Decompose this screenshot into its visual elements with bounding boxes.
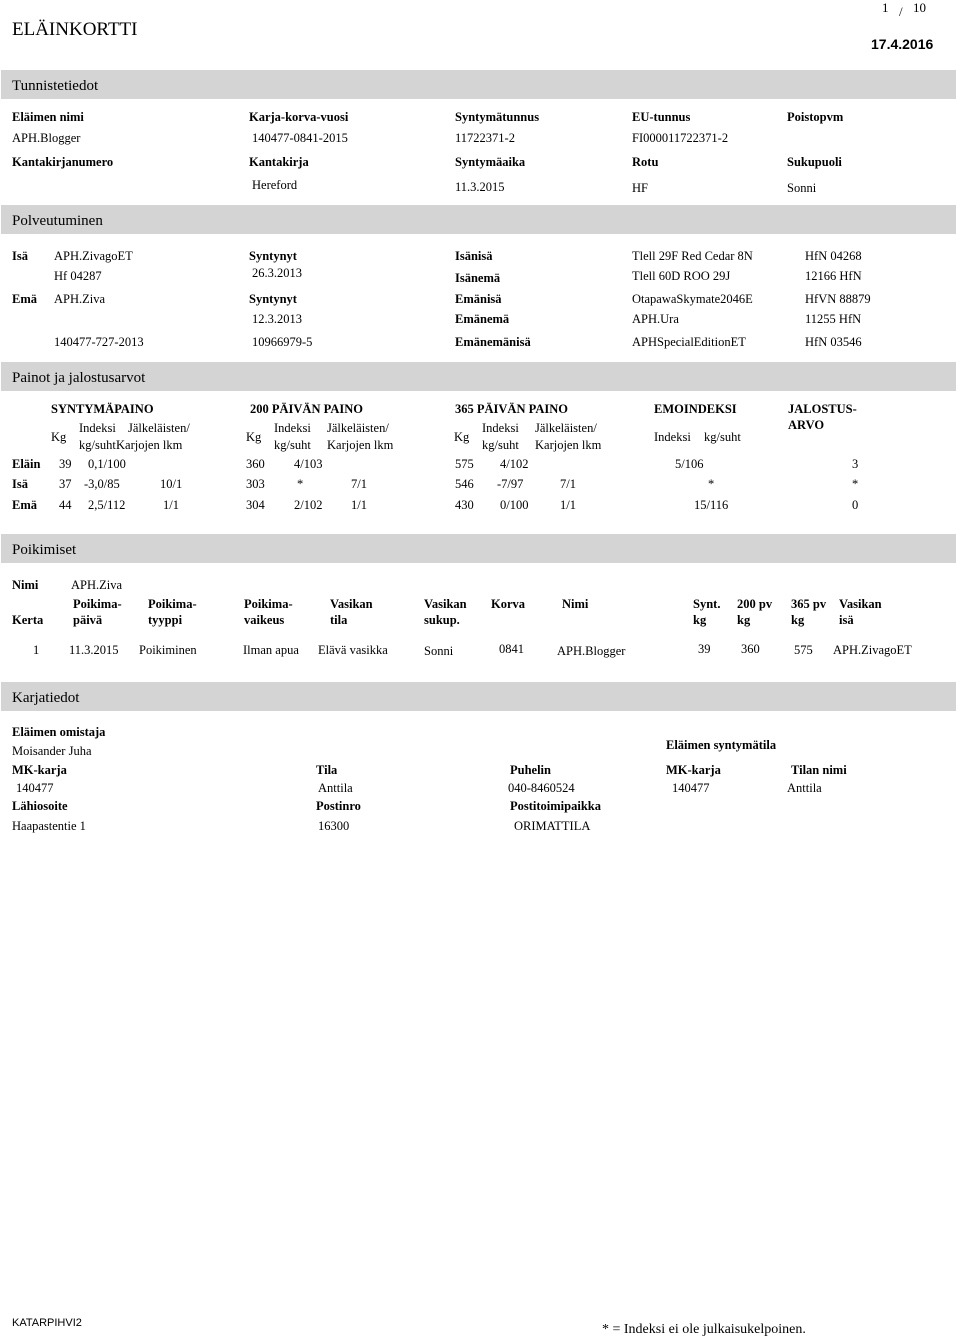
col-birth-kgsuht: kg/suht (79, 438, 116, 452)
section-title: Polveutuminen (12, 213, 103, 229)
footnote: * = Indeksi ei ole julkaisukelpoinen. (602, 1322, 806, 1337)
row-label: Emä (12, 498, 37, 512)
label-post-office: Postitoimipaikka (510, 799, 601, 813)
col-365-kg: Kg (454, 430, 470, 444)
col-200-kgsuht: kg/suht (274, 438, 311, 452)
col-365-herds: Karjojen lkm (535, 438, 602, 452)
label-owner: Eläimen omistaja (12, 725, 106, 739)
street-address: Haapastentie 1 (12, 819, 86, 833)
section-tunnistetiedot (1, 70, 956, 99)
mk-herd-2: 140477 (672, 781, 710, 795)
eu-id: FI000011722371-2 (632, 131, 729, 145)
label-herdbook-number: Kantakirjanumero (12, 155, 114, 169)
sire-name: APH.ZivagoET (54, 249, 133, 263)
calf-birth-kg: 39 (698, 642, 711, 656)
section-poikimiset (1, 534, 956, 563)
label-herdbook: Kantakirja (249, 155, 309, 169)
postcode: 16300 (318, 819, 350, 833)
col-365d-2: kg (791, 613, 805, 627)
birth-kg: 37 (59, 477, 72, 491)
calf-sex: Sonni (424, 644, 454, 658)
sire-dam: Tlell 60D ROO 29J (632, 269, 731, 283)
label-dam-dam-sire: Emänemänisä (455, 335, 531, 349)
group-200d-weight: 200 PÄIVÄN PAINO (250, 402, 363, 416)
dam-herd-ear-year: 140477-727-2013 (54, 335, 144, 349)
label-sire-sire: Isänisä (455, 249, 493, 263)
sire-dam-herdbook: 12166 HfN (805, 269, 862, 283)
calving-difficulty: Ilman apua (243, 643, 299, 657)
dam-name: APH.Ziva (54, 292, 106, 306)
maternal-index: 5/106 (675, 457, 704, 471)
section-karjatiedot (1, 682, 956, 711)
print-date: 17.4.2016 (871, 36, 934, 52)
birth-id: 11722371-2 (455, 131, 515, 145)
col-date-1: Poikima- (73, 597, 122, 611)
post-office: ORIMATTILA (514, 819, 591, 833)
row-label: Eläin (12, 457, 41, 471)
calf-200d-kg: 360 (741, 642, 760, 656)
col-kerta: Kerta (12, 613, 44, 627)
dam-birth-date: 12.3.2013 (252, 312, 302, 326)
col-calf-status-1: Vasikan (330, 597, 373, 611)
w365-kg: 546 (455, 477, 474, 491)
sire-sire: Tlell 29F Red Cedar 8N (632, 249, 753, 263)
w200-index: 2/102 (294, 498, 323, 512)
label-dam-born: Syntynyt (249, 292, 297, 306)
col-365d-1: 365 pv (791, 597, 827, 611)
col-emo-kgsuht: kg/suht (704, 430, 741, 444)
col-name: Nimi (562, 597, 589, 611)
birth-index: 2,5/112 (88, 498, 126, 512)
breeding-value: * (852, 477, 859, 491)
w200-offspring: 7/1 (351, 477, 367, 491)
col-200d-2: kg (737, 613, 751, 627)
herd-ear-year: 140477-0841-2015 (252, 131, 348, 145)
w200-index: * (297, 477, 304, 491)
birth-offspring: 10/1 (160, 477, 183, 491)
w365-index: -7/97 (497, 477, 524, 491)
birth-date: 11.3.2015 (455, 180, 505, 194)
label-street-address: Lähiosoite (12, 799, 68, 813)
col-calf-status-2: tila (330, 613, 348, 627)
col-birth-offspring: Jälkeläisten/ (128, 421, 190, 435)
label-breed: Rotu (632, 155, 659, 169)
breeding-value: 3 (852, 457, 859, 471)
section-title: Tunnistetiedot (12, 78, 99, 94)
col-200-herds: Karjojen lkm (327, 438, 394, 452)
label-mk-herd-2: MK-karja (666, 763, 721, 777)
w365-kg: 430 (455, 498, 474, 512)
label-sire-dam: Isänemä (455, 271, 501, 285)
dam-dam-herdbook: 11255 HfN (805, 312, 862, 326)
col-calf-sire-2: isä (839, 613, 854, 627)
row-label: Isä (12, 477, 28, 491)
maternal-index: * (708, 477, 715, 491)
dam-name: APH.Ziva (71, 578, 123, 592)
col-type-2: tyyppi (148, 613, 183, 627)
label-farm-name: Tilan nimi (791, 763, 847, 777)
section-polveutuminen (1, 205, 956, 234)
dam-dam-sire: APHSpecialEditionET (632, 335, 746, 349)
col-365-kgsuht: kg/suht (482, 438, 519, 452)
label-postcode: Postinro (316, 799, 361, 813)
w365-offspring: 1/1 (560, 498, 576, 512)
sex: Sonni (787, 181, 817, 195)
w365-index: 4/102 (500, 457, 529, 471)
page-current: 1 (882, 0, 889, 15)
col-type-1: Poikima- (148, 597, 197, 611)
label-dam-dam: Emänemä (455, 312, 510, 326)
w200-kg: 360 (246, 457, 265, 471)
section-title: Karjatiedot (12, 690, 80, 706)
dam-dam-sire-herdbook: HfN 03546 (805, 335, 862, 349)
col-calf-sex-1: Vasikan (424, 597, 467, 611)
label-dam-sire: Emänisä (455, 292, 502, 306)
maternal-index: 15/116 (694, 498, 729, 512)
herdbook: Hereford (252, 178, 298, 192)
calving-date: 11.3.2015 (69, 643, 119, 657)
w365-offspring: 7/1 (560, 477, 576, 491)
col-200-index: Indeksi (274, 421, 311, 435)
section-title: Poikimiset (12, 542, 77, 558)
page-title: ELÄINKORTTI (12, 19, 138, 40)
group-birth-weight: SYNTYMÄPAINO (51, 402, 154, 416)
owner: Moisander Juha (12, 744, 92, 758)
col-365-index: Indeksi (482, 421, 519, 435)
col-200d-1: 200 pv (737, 597, 773, 611)
w200-offspring: 1/1 (351, 498, 367, 512)
calf-name: APH.Blogger (557, 644, 626, 658)
sire-sire-herdbook: HfN 04268 (805, 249, 862, 263)
dam-birth-id: 10966979-5 (252, 335, 313, 349)
col-birth-kg-1: Synt. (693, 597, 721, 611)
w365-kg: 575 (455, 457, 474, 471)
calving-type: Poikiminen (139, 643, 197, 657)
phone: 040-8460524 (508, 781, 575, 795)
birth-index: 0,1/100 (88, 457, 126, 471)
w200-index: 4/103 (294, 457, 323, 471)
farm-name: Anttila (787, 781, 822, 795)
col-calf-sex-2: sukup. (424, 613, 460, 627)
group-maternal-index: EMOINDEKSI (654, 402, 737, 416)
breeding-value: 0 (852, 498, 859, 512)
birth-index: -3,0/85 (84, 477, 120, 491)
group-breeding-value-line2: ARVO (788, 418, 825, 432)
label-birth-id: Syntymätunnus (455, 110, 540, 124)
dam-sire-herdbook: HfVN 88879 (805, 292, 871, 306)
calf-ear: 0841 (499, 642, 524, 656)
birth-offspring: 1/1 (163, 498, 179, 512)
col-200-kg: Kg (246, 430, 262, 444)
calf-status: Elävä vasikka (318, 643, 388, 657)
animal-name: APH.Blogger (12, 131, 81, 145)
group-breeding-value-line1: JALOSTUS- (788, 402, 857, 416)
label-mk-herd: MK-karja (12, 763, 67, 777)
page-separator: / (899, 4, 903, 19)
w200-kg: 303 (246, 477, 265, 491)
form-code: KATARPIHVI2 (12, 1317, 82, 1329)
label-farm: Tila (316, 763, 338, 777)
label-birth-date: Syntymäaika (455, 155, 526, 169)
label-dam: Emä (12, 292, 37, 306)
kerta: 1 (33, 643, 40, 657)
breed: HF (632, 181, 648, 195)
label-birth-farm: Eläimen syntymätila (666, 738, 777, 752)
col-calf-sire-1: Vasikan (839, 597, 882, 611)
birth-kg: 44 (59, 498, 72, 512)
calf-sire: APH.ZivagoET (833, 643, 912, 657)
col-emo-index: Indeksi (654, 430, 691, 444)
group-365d-weight: 365 PÄIVÄN PAINO (455, 402, 568, 416)
label-animal-name: Eläimen nimi (12, 110, 84, 124)
col-birth-herds: Karjojen lkm (116, 438, 183, 452)
birth-kg: 39 (59, 457, 72, 471)
col-date-2: päivä (73, 613, 103, 627)
farm: Anttila (318, 781, 353, 795)
col-200-offspring: Jälkeläisten/ (327, 421, 389, 435)
label-sex: Sukupuoli (787, 155, 842, 169)
section-painot (1, 362, 956, 391)
col-365-offspring: Jälkeläisten/ (535, 421, 597, 435)
col-ear: Korva (491, 597, 526, 611)
w200-kg: 304 (246, 498, 265, 512)
section-title: Painot ja jalostusarvot (12, 370, 146, 386)
calf-365d-kg: 575 (794, 643, 813, 657)
label-sire-born: Syntynyt (249, 249, 297, 263)
mk-herd: 140477 (16, 781, 54, 795)
page-total: 10 (913, 0, 926, 15)
col-birth-index: Indeksi (79, 421, 116, 435)
col-birth-kg-2: kg (693, 613, 707, 627)
col-difficulty-2: vaikeus (244, 613, 285, 627)
label-eu-id: EU-tunnus (632, 110, 691, 124)
dam-sire: OtapawaSkymate2046E (632, 292, 753, 306)
sire-herdbook: Hf 04287 (54, 269, 102, 283)
label-sire: Isä (12, 249, 28, 263)
sire-birth-date: 26.3.2013 (252, 266, 302, 280)
dam-dam: APH.Ura (632, 312, 679, 326)
label-dam-name: Nimi (12, 578, 39, 592)
col-birth-kg: Kg (51, 430, 67, 444)
label-removal-date: Poistopvm (787, 110, 844, 124)
label-phone: Puhelin (510, 763, 551, 777)
w365-index: 0/100 (500, 498, 529, 512)
label-herd-ear-year: Karja-korva-vuosi (249, 110, 349, 124)
col-difficulty-1: Poikima- (244, 597, 293, 611)
